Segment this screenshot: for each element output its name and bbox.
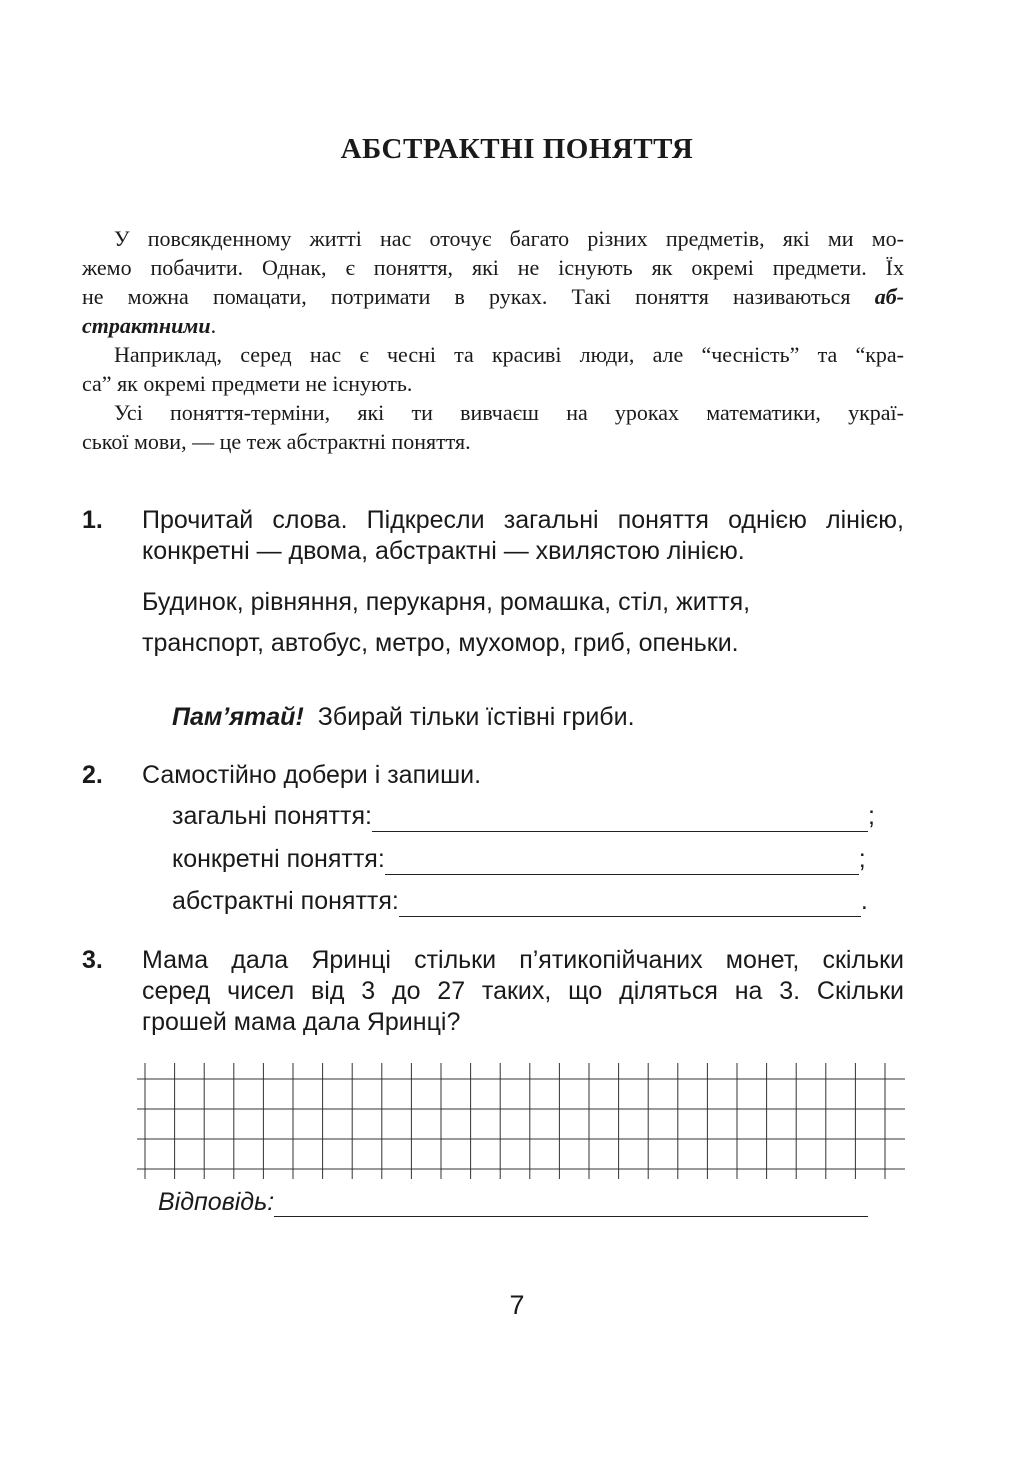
task3-line: Мама дала Яринці стільки п’ятикопійчаних монет, скільки [142,946,904,974]
page-number: 7 [509,1290,525,1320]
intro-line: са” як окремі предмети не існують. [82,371,413,396]
answer-blank[interactable] [274,1194,868,1217]
math-grid[interactable] [137,1063,907,1179]
answer-label: Відповідь: [158,1188,275,1216]
fill-label: загальні поняття: [172,802,372,830]
answer-blank-general[interactable] [372,809,868,832]
intro-line: . [210,313,217,338]
fill-row-general [172,801,875,832]
task-number: 3. [82,946,103,974]
task-number: 1. [82,506,103,534]
intro-line: жемо побачити. Однак, є поняття, які не існують як окремі предмети. Їх [82,255,904,280]
task1-line: конкретні — двома, абстрактні — хвилястою лінією. [142,537,745,565]
fill-row-abstract [172,886,868,917]
word-list-line: транспорт, автобус, метро, мухомор, гриб, опеньки. [142,629,739,657]
fill-end: ; [858,845,866,873]
intro-text [82,224,904,456]
remember-label: Пам’ятай! [172,703,304,731]
answer-row [158,1186,868,1217]
fill-end: ; [867,802,875,830]
task1-instructions [142,505,904,567]
task3-line: серед чисел від 3 до 27 таких, що діляться на 3. Скільки [142,977,904,1005]
fill-label: конкретні поняття: [172,845,385,873]
page-title: АБСТРАКТНІ ПОНЯТТЯ [340,133,694,165]
fill-end: . [860,887,868,915]
intro-line: ської мови, — це теж абстрактні поняття. [82,429,471,454]
intro-line: не можна помацати, потримати в руках. Такі поняття називаються [82,284,875,309]
task-number: 2. [82,761,103,789]
fill-row-concrete [172,844,866,875]
intro-line: Усі поняття-терміни, які ти вивчаєш на уроках математики, украї- [114,400,904,425]
fill-label: абстрактні поняття: [172,887,399,915]
task1-line: Прочитай слова. Підкресли загальні поняття однією лінією, [142,506,904,534]
intro-emphasis: страктними [82,313,211,338]
intro-emphasis: аб- [874,284,904,309]
answer-blank-abstract[interactable] [399,894,861,917]
intro-line: У повсякденному житті нас оточує багато різних предметів, які ми мо- [114,226,904,251]
word-list-line: Будинок, рівняння, перукарня, ромашка, стіл, життя, [142,588,751,616]
intro-line: Наприклад, серед нас є чесні та красиві люди, але “чесність” та “кра- [114,342,904,367]
answer-blank-concrete[interactable] [385,852,859,875]
task3-problem [142,945,904,1038]
task2-instructions: Самостійно добери і запиши. [142,761,482,789]
remember-text: Збирай тільки їстівні гриби. [317,703,635,731]
task1-word-list [142,582,750,664]
remember-note [172,702,635,733]
task3-line: грошей мама дала Яринці? [142,1008,461,1036]
